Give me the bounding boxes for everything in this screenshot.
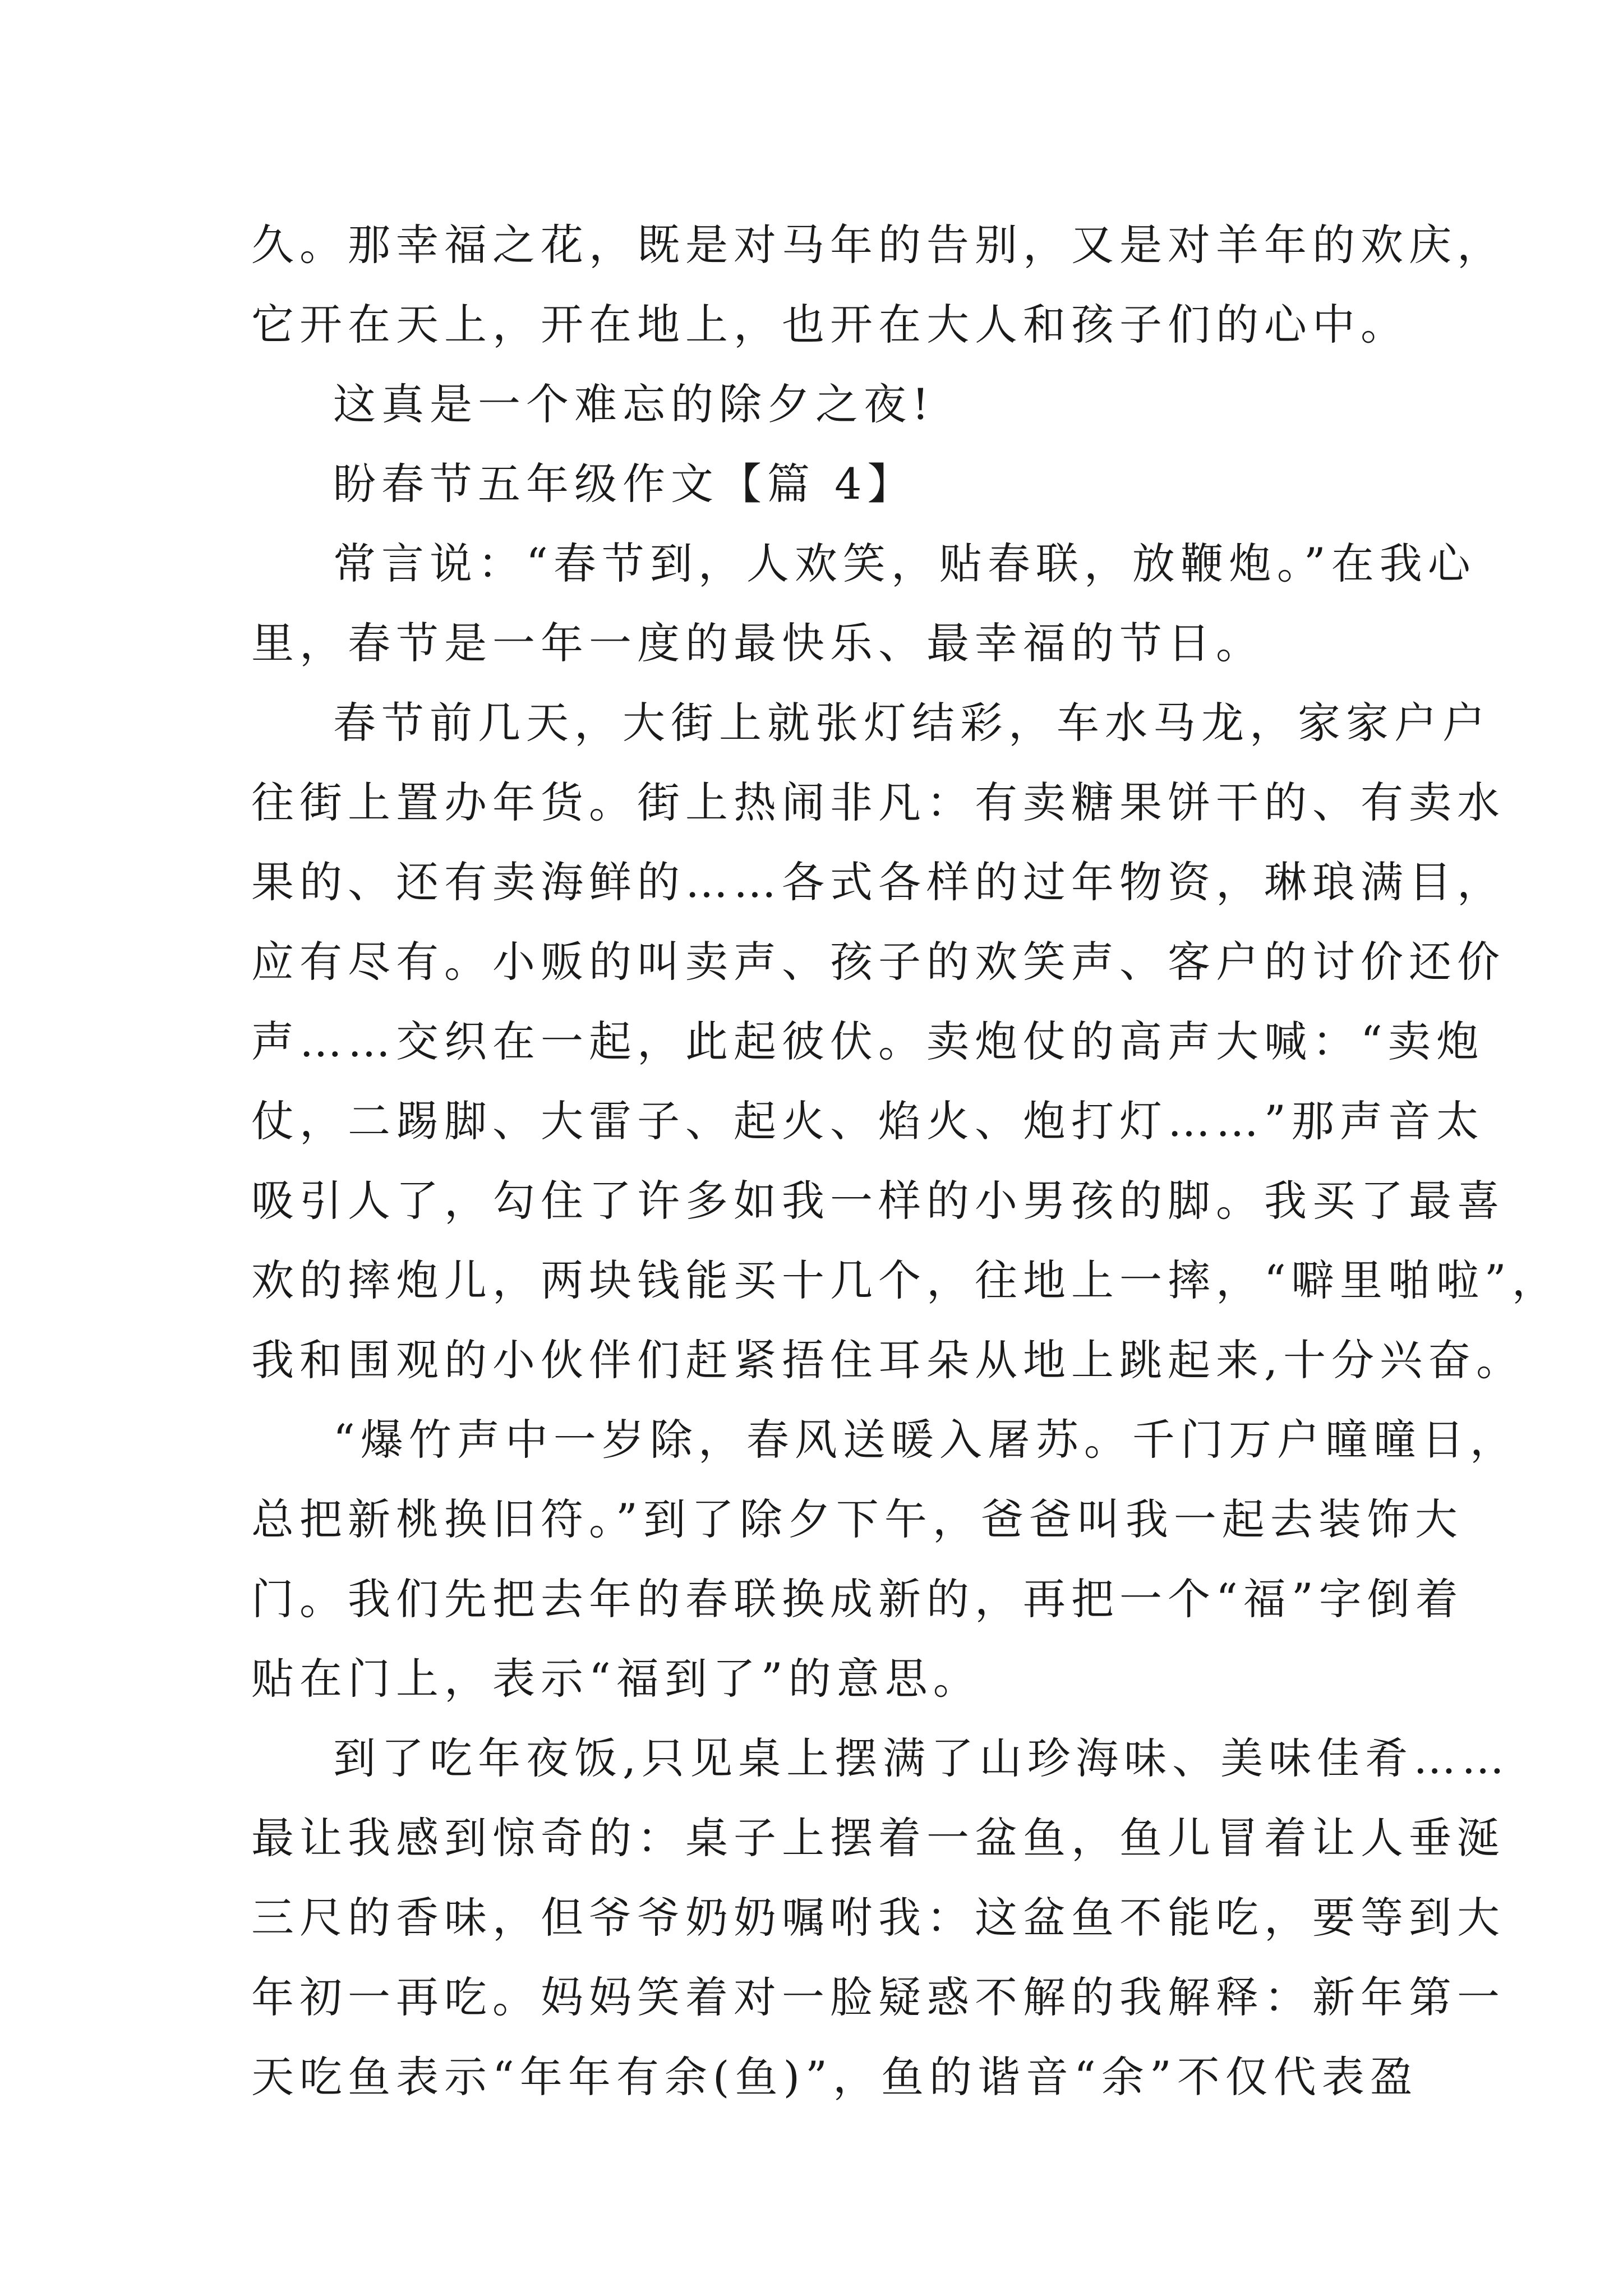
text-line: 久。那幸福之花，既是对马年的告别，又是对羊年的欢庆， [251, 220, 1505, 270]
text-line: “爆竹声中一岁除，春风送暖入屠苏。千门万户曈曈日， [333, 1415, 1518, 1465]
text-line: 吸引人了，勾住了许多如我一样的小男孩的脚。我买了最喜 [251, 1176, 1505, 1226]
text-line: 应有尽有。小贩的叫卖声、孩子的欢笑声、客户的讨价还价 [251, 937, 1505, 987]
text-line: 果的、还有卖海鲜的……各式各样的过年物资，琳琅满目， [251, 857, 1505, 907]
text-line: 我和围观的小伙伴们赶紧捂住耳朵从地上跳起来,十分兴奋。 [251, 1335, 1525, 1385]
text-line: 最让我感到惊奇的：桌子上摆着一盆鱼，鱼儿冒着让人垂涎 [251, 1813, 1505, 1863]
section-heading: 盼春节五年级作文【篇 4】 [333, 459, 916, 509]
text-line: 常言说：“春节到，人欢笑，贴春联，放鞭炮。”在我心 [333, 539, 1476, 588]
body-text [251, 205, 1560, 2117]
text-line: 天吃鱼表示“年年有余(鱼)”，鱼的谐音“余”不仅代表盈 [251, 2052, 1418, 2102]
text-line: 仗，二踢脚、大雷子、起火、焰火、炮打灯……”那声音太 [251, 1096, 1484, 1146]
text-line: 三尺的香味，但爷爷奶奶嘱咐我：这盆鱼不能吃，要等到大 [251, 1893, 1505, 1943]
text-line: 往街上置办年货。街上热闹非凡：有卖糖果饼干的、有卖水 [251, 777, 1505, 827]
text-line: 贴在门上，表示“福到了”的意思。 [251, 1654, 981, 1704]
text-line: 欢的摔炮儿，两块钱能买十几个，往地上一摔，“噼里啪啦”， [251, 1255, 1560, 1305]
text-line: 年初一再吃。妈妈笑着对一脸疑惑不解的我解释：新年第一 [251, 1972, 1505, 2022]
text-line: 它开在天上，开在地上，也开在大人和孩子们的心中。 [251, 300, 1409, 349]
text-line: 总把新桃换旧符。”到了除夕下午，爸爸叫我一起去装饰大 [251, 1494, 1463, 1544]
text-line: 门。我们先把去年的春联换成新的，再把一个“福”字倒着 [251, 1574, 1464, 1624]
text-line: 这真是一个难忘的除夕之夜! [333, 379, 935, 429]
text-line: 到了吃年夜饭,只见桌上摆满了山珍海味、美味佳肴…… [333, 1733, 1510, 1783]
text-line: 春节前几天，大街上就张灯结彩，车水马龙，家家户户 [333, 698, 1491, 748]
text-line: 里，春节是一年一度的最快乐、最幸福的节日。 [251, 618, 1264, 668]
text-line: 声……交织在一起，此起彼伏。卖炮仗的高声大喊：“卖炮 [251, 1016, 1484, 1066]
